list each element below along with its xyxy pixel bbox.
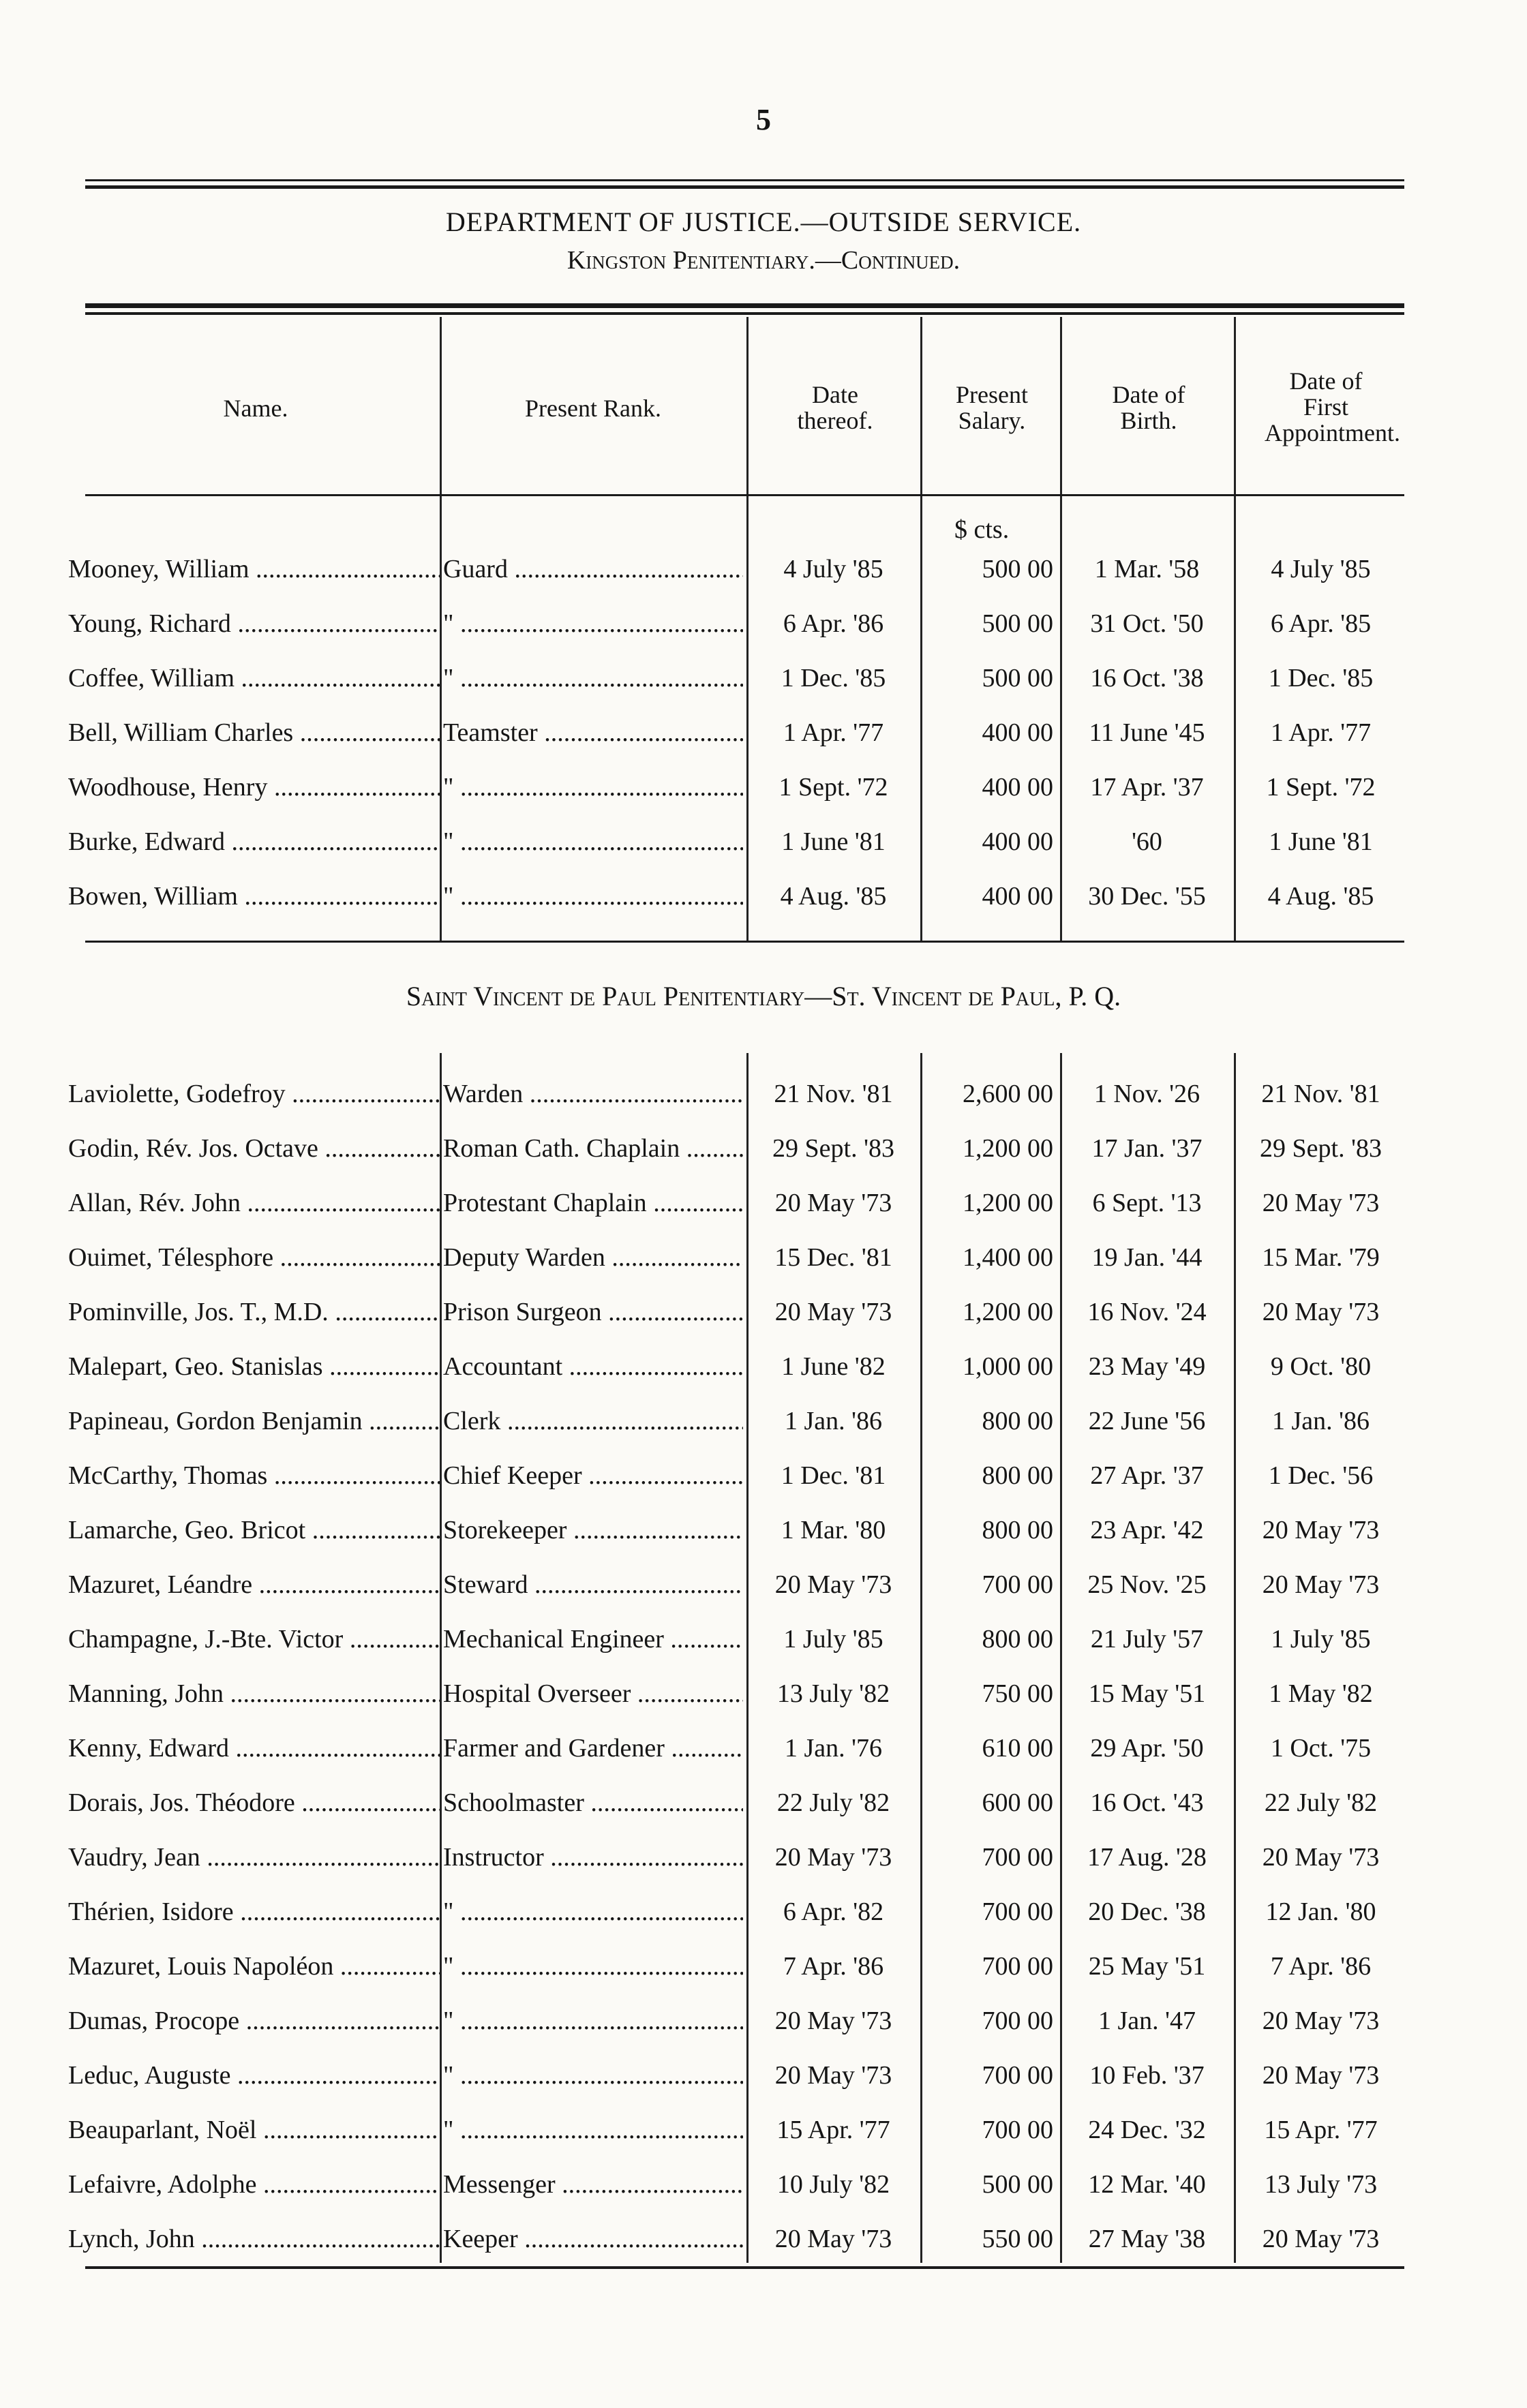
employee-name: Allan, Rév. John .....: [68, 1176, 440, 1230]
present-rank: " .....: [443, 1939, 743, 1994]
date-of-birth: 17 Apr. '37: [1090, 773, 1204, 802]
date-of-birth: 16 Oct. '43: [1090, 1788, 1204, 1817]
page-title: DEPARTMENT OF JUSTICE.—OUTSIDE SERVICE.: [445, 207, 1082, 237]
present-rank: Schoolmaster .....: [443, 1775, 743, 1830]
present-salary: 1,000 00: [963, 1352, 1053, 1381]
table-row: [0, 1176, 1527, 1230]
rank-date: 1 Sept. '72: [778, 773, 888, 802]
present-salary: 800 00: [982, 1461, 1053, 1490]
present-rank: Storekeeper .....: [443, 1503, 743, 1557]
employee-name: Kenny, Edward .....: [68, 1721, 440, 1775]
header-name: Name.: [223, 395, 288, 422]
present-salary: 1,400 00: [963, 1243, 1053, 1272]
present-rank: " .....: [443, 1885, 743, 1939]
employee-name: Manning, John .....: [68, 1666, 440, 1721]
rank-date: 13 July '82: [776, 1679, 890, 1708]
present-rank: " .....: [443, 760, 743, 814]
rank-date: 1 Dec. '85: [781, 664, 886, 692]
employee-name: Lamarche, Geo. Bricot .....: [68, 1503, 440, 1557]
present-salary: 400 00: [982, 882, 1053, 911]
rank-date: 20 May '73: [774, 1843, 892, 1872]
table-row: [0, 542, 1527, 596]
date-of-first-appointment: 1 June '81: [1269, 827, 1373, 856]
table-row: [0, 1339, 1527, 1394]
rank-date: 20 May '73: [774, 1189, 892, 1217]
date-of-first-appointment: 13 July '73: [1264, 2170, 1378, 2199]
present-rank: Hospital Overseer .....: [443, 1666, 743, 1721]
date-of-birth: 19 Jan. '44: [1091, 1243, 1203, 1272]
present-salary: 1,200 00: [963, 1189, 1053, 1217]
present-rank: " .....: [443, 596, 743, 651]
rank-date: 22 July '82: [776, 1788, 890, 1817]
employee-name: Dumas, Procope .....: [68, 1994, 440, 2048]
table-row: [0, 1557, 1527, 1612]
present-rank: " .....: [443, 869, 743, 924]
present-salary: 400 00: [982, 773, 1053, 802]
rank-date: 1 Mar. '80: [781, 1516, 886, 1544]
present-rank: " .....: [443, 814, 743, 869]
present-salary: 500 00: [982, 555, 1053, 583]
date-of-birth: 23 May '49: [1088, 1352, 1206, 1381]
present-salary: 700 00: [982, 2061, 1053, 2090]
employee-name: Malepart, Geo. Stanislas .....: [68, 1339, 440, 1394]
rank-date: 4 July '85: [783, 555, 883, 583]
date-of-first-appointment: 20 May '73: [1262, 1516, 1380, 1544]
date-of-birth: 6 Sept. '13: [1092, 1189, 1202, 1217]
table-row: [0, 869, 1527, 924]
date-of-first-appointment: 4 July '85: [1271, 555, 1371, 583]
date-of-first-appointment: 20 May '73: [1262, 2225, 1380, 2253]
date-of-first-appointment: 9 Oct. '80: [1270, 1352, 1372, 1381]
table-row: [0, 1885, 1527, 1939]
rank-date: 15 Apr. '77: [776, 2116, 890, 2144]
rank-date: 6 Apr. '86: [783, 609, 884, 638]
date-of-birth: 17 Jan. '37: [1091, 1134, 1203, 1163]
rank-date: 29 Sept. '83: [772, 1134, 894, 1163]
present-salary: 400 00: [982, 827, 1053, 856]
header-rule: [85, 494, 1404, 496]
employee-name: Mazuret, Léandre .....: [68, 1557, 440, 1612]
employee-name: Lefaivre, Adolphe .....: [68, 2157, 440, 2212]
rank-date: 6 Apr. '82: [783, 1898, 884, 1926]
table-row: [0, 1775, 1527, 1830]
employee-name: Mooney, William .....: [68, 542, 440, 596]
date-of-first-appointment: 1 Jan. '86: [1271, 1407, 1370, 1435]
rank-date: 1 Jan. '76: [784, 1734, 882, 1763]
employee-name: Beauparlant, Noël .....: [68, 2103, 440, 2157]
header-date-thereof: Date thereof.: [797, 381, 873, 434]
date-of-birth: 24 Dec. '32: [1088, 2116, 1206, 2144]
present-salary: 1,200 00: [963, 1134, 1053, 1163]
present-rank: " .....: [443, 1994, 743, 2048]
top-rule-thin: [85, 179, 1404, 181]
table-row: [0, 1994, 1527, 2048]
date-of-first-appointment: 1 Sept. '72: [1266, 773, 1376, 802]
date-of-birth: 25 May '51: [1088, 1952, 1206, 1981]
present-salary: 500 00: [982, 664, 1053, 692]
date-of-first-appointment: 6 Apr. '85: [1270, 609, 1372, 638]
rank-date: 20 May '73: [774, 2225, 892, 2253]
employee-name: Godin, Rév. Jos. Octave .....: [68, 1121, 440, 1176]
employee-name: Woodhouse, Henry .....: [68, 760, 440, 814]
section-rule: [85, 941, 1404, 943]
date-of-first-appointment: 7 Apr. '86: [1270, 1952, 1372, 1981]
present-rank: Keeper .....: [443, 2212, 743, 2266]
header-present-salary: Present Salary.: [956, 381, 1028, 434]
date-of-birth: 27 Apr. '37: [1090, 1461, 1204, 1490]
employee-name: Pominville, Jos. T., M.D. .....: [68, 1285, 440, 1339]
table-row: [0, 705, 1527, 760]
present-rank: Prison Surgeon .....: [443, 1285, 743, 1339]
date-of-birth: 23 Apr. '42: [1090, 1516, 1204, 1544]
table-row: [0, 1394, 1527, 1448]
rank-date: 1 June '82: [781, 1352, 886, 1381]
date-of-first-appointment: 22 July '82: [1264, 1788, 1378, 1817]
section-heading-st-vincent: Saint Vincent de Paul Penitentiary—St. Vincent de Paul, P. Q.: [406, 981, 1121, 1011]
present-salary: 800 00: [982, 1407, 1053, 1435]
present-rank: Protestant Chaplain .....: [443, 1176, 743, 1230]
table-row: [0, 1721, 1527, 1775]
date-of-birth: 12 Mar. '40: [1088, 2170, 1206, 2199]
date-of-first-appointment: 12 Jan. '80: [1265, 1898, 1376, 1926]
present-salary: 750 00: [982, 1679, 1053, 1708]
employee-name: Vaudry, Jean .....: [68, 1830, 440, 1885]
present-salary: 1,200 00: [963, 1298, 1053, 1326]
present-rank: Farmer and Gardener .....: [443, 1721, 743, 1775]
date-of-birth: 21 July '57: [1090, 1625, 1204, 1653]
table-row: [0, 1448, 1527, 1503]
present-rank: Messenger .....: [443, 2157, 743, 2212]
table-row: [0, 1503, 1527, 1557]
employee-name: Lynch, John .....: [68, 2212, 440, 2266]
date-of-first-appointment: 20 May '73: [1262, 1843, 1380, 1872]
date-of-birth: 30 Dec. '55: [1088, 882, 1206, 911]
date-of-first-appointment: 1 July '85: [1271, 1625, 1371, 1653]
table-row: [0, 2048, 1527, 2103]
rank-date: 15 Dec. '81: [774, 1243, 892, 1272]
rank-date: 10 July '82: [776, 2170, 890, 2199]
date-of-first-appointment: 20 May '73: [1262, 1298, 1380, 1326]
date-of-first-appointment: 29 Sept. '83: [1260, 1134, 1382, 1163]
date-of-first-appointment: 1 Apr. '77: [1270, 718, 1372, 747]
table-row: [0, 1067, 1527, 1121]
employee-name: Laviolette, Godefroy .....: [68, 1067, 440, 1121]
employee-name: Bowen, William .....: [68, 869, 440, 924]
date-of-first-appointment: 21 Nov. '81: [1261, 1080, 1380, 1108]
table-top-rule-2: [85, 312, 1404, 315]
present-salary: 700 00: [982, 1952, 1053, 1981]
table-row: [0, 651, 1527, 705]
present-rank: Deputy Warden .....: [443, 1230, 743, 1285]
date-of-birth: '60: [1132, 827, 1162, 856]
present-rank: " .....: [443, 2048, 743, 2103]
table-row: [0, 1121, 1527, 1176]
present-salary: 700 00: [982, 1570, 1053, 1599]
present-salary: 700 00: [982, 2116, 1053, 2144]
date-of-birth: 25 Nov. '25: [1087, 1570, 1207, 1599]
bottom-rule: [85, 2266, 1404, 2269]
rank-date: 21 Nov. '81: [774, 1080, 893, 1108]
rank-date: 1 Apr. '77: [783, 718, 884, 747]
page-number: 5: [756, 103, 771, 136]
present-salary: 700 00: [982, 1898, 1053, 1926]
rank-date: 1 June '81: [781, 827, 886, 856]
date-of-first-appointment: 20 May '73: [1262, 1189, 1380, 1217]
present-salary: 800 00: [982, 1516, 1053, 1544]
date-of-birth: 27 May '38: [1088, 2225, 1206, 2253]
page-subtitle: Kingston Penitentiary.—Continued.: [566, 246, 961, 275]
currency-unit: $ cts.: [954, 515, 1010, 544]
present-rank: " .....: [443, 2103, 743, 2157]
employee-name: Thérien, Isidore .....: [68, 1885, 440, 1939]
date-of-birth: 22 June '56: [1088, 1407, 1206, 1435]
present-rank: Mechanical Engineer .....: [443, 1612, 743, 1666]
present-rank: Instructor .....: [443, 1830, 743, 1885]
employee-name: Champagne, J.-Bte. Victor .....: [68, 1612, 440, 1666]
table-row: [0, 1230, 1527, 1285]
present-salary: 600 00: [982, 1788, 1053, 1817]
present-rank: Roman Cath. Chaplain .....: [443, 1121, 743, 1176]
table-row: [0, 814, 1527, 869]
employee-name: Ouimet, Télesphore .....: [68, 1230, 440, 1285]
top-rule-thick: [85, 185, 1404, 189]
table-row: [0, 760, 1527, 814]
date-of-birth: 20 Dec. '38: [1088, 1898, 1206, 1926]
rank-date: 20 May '73: [774, 2007, 892, 2035]
present-salary: 400 00: [982, 718, 1053, 747]
rank-date: 1 Jan. '86: [784, 1407, 882, 1435]
present-salary: 2,600 00: [963, 1080, 1053, 1108]
date-of-first-appointment: 20 May '73: [1262, 2007, 1380, 2035]
present-rank: " .....: [443, 651, 743, 705]
date-of-first-appointment: 20 May '73: [1262, 2061, 1380, 2090]
date-of-first-appointment: 20 May '73: [1262, 1570, 1380, 1599]
date-of-birth: 11 June '45: [1089, 718, 1205, 747]
employee-name: McCarthy, Thomas .....: [68, 1448, 440, 1503]
present-rank: Steward .....: [443, 1557, 743, 1612]
rank-date: 4 Aug. '85: [780, 882, 887, 911]
present-salary: 500 00: [982, 2170, 1053, 2199]
table-row: [0, 1285, 1527, 1339]
date-of-first-appointment: 1 May '82: [1269, 1679, 1373, 1708]
employee-name: Mazuret, Louis Napoléon .....: [68, 1939, 440, 1994]
employee-name: Burke, Edward .....: [68, 814, 440, 869]
date-of-birth: 17 Aug. '28: [1087, 1843, 1207, 1872]
table-row: [0, 2212, 1527, 2266]
employee-name: Papineau, Gordon Benjamin .....: [68, 1394, 440, 1448]
date-of-birth: 16 Nov. '24: [1087, 1298, 1207, 1326]
date-of-first-appointment: 15 Apr. '77: [1264, 2116, 1378, 2144]
present-rank: Clerk .....: [443, 1394, 743, 1448]
date-of-birth: 1 Jan. '47: [1098, 2007, 1196, 2035]
date-of-first-appointment: 1 Dec. '85: [1268, 664, 1374, 692]
employee-name: Dorais, Jos. Théodore .....: [68, 1775, 440, 1830]
date-of-birth: 10 Feb. '37: [1089, 2061, 1205, 2090]
present-salary: 610 00: [982, 1734, 1053, 1763]
header-present-rank: Present Rank.: [525, 395, 661, 422]
rank-date: 7 Apr. '86: [783, 1952, 884, 1981]
date-of-birth: 16 Oct. '38: [1090, 664, 1204, 692]
present-salary: 700 00: [982, 2007, 1053, 2035]
present-salary: 700 00: [982, 1843, 1053, 1872]
date-of-birth: 1 Mar. '58: [1094, 555, 1200, 583]
table-row: [0, 1612, 1527, 1666]
employee-name: Bell, William Charles .....: [68, 705, 440, 760]
table-row: [0, 1830, 1527, 1885]
employee-name: Coffee, William .....: [68, 651, 440, 705]
date-of-first-appointment: 15 Mar. '79: [1262, 1243, 1380, 1272]
rank-date: 20 May '73: [774, 2061, 892, 2090]
employee-name: Leduc, Auguste .....: [68, 2048, 440, 2103]
present-salary: 500 00: [982, 609, 1053, 638]
rank-date: 20 May '73: [774, 1298, 892, 1326]
present-rank: Chief Keeper .....: [443, 1448, 743, 1503]
present-salary: 550 00: [982, 2225, 1053, 2253]
rank-date: 20 May '73: [774, 1570, 892, 1599]
date-of-first-appointment: 1 Oct. '75: [1270, 1734, 1372, 1763]
table-top-rule-1: [85, 303, 1404, 308]
date-of-first-appointment: 1 Dec. '56: [1268, 1461, 1374, 1490]
date-of-birth: 15 May '51: [1088, 1679, 1206, 1708]
present-rank: Teamster .....: [443, 705, 743, 760]
rank-date: 1 Dec. '81: [781, 1461, 886, 1490]
employee-name: Young, Richard .....: [68, 596, 440, 651]
rank-date: 1 July '85: [783, 1625, 883, 1653]
present-salary: 800 00: [982, 1625, 1053, 1653]
header-date-of-first-appointment: Date of First Appointment.: [1265, 367, 1400, 446]
table-row: [0, 2103, 1527, 2157]
date-of-birth: 1 Nov. '26: [1093, 1080, 1200, 1108]
present-rank: Warden .....: [443, 1067, 743, 1121]
date-of-birth: 29 Apr. '50: [1090, 1734, 1204, 1763]
table-row: [0, 1666, 1527, 1721]
date-of-first-appointment: 4 Aug. '85: [1267, 882, 1374, 911]
table-row: [0, 596, 1527, 651]
present-rank: Accountant .....: [443, 1339, 743, 1394]
header-date-of-birth: Date of Birth.: [1112, 381, 1185, 434]
present-rank: Guard .....: [443, 542, 743, 596]
table-row: [0, 2157, 1527, 2212]
date-of-birth: 31 Oct. '50: [1090, 609, 1204, 638]
table-row: [0, 1939, 1527, 1994]
